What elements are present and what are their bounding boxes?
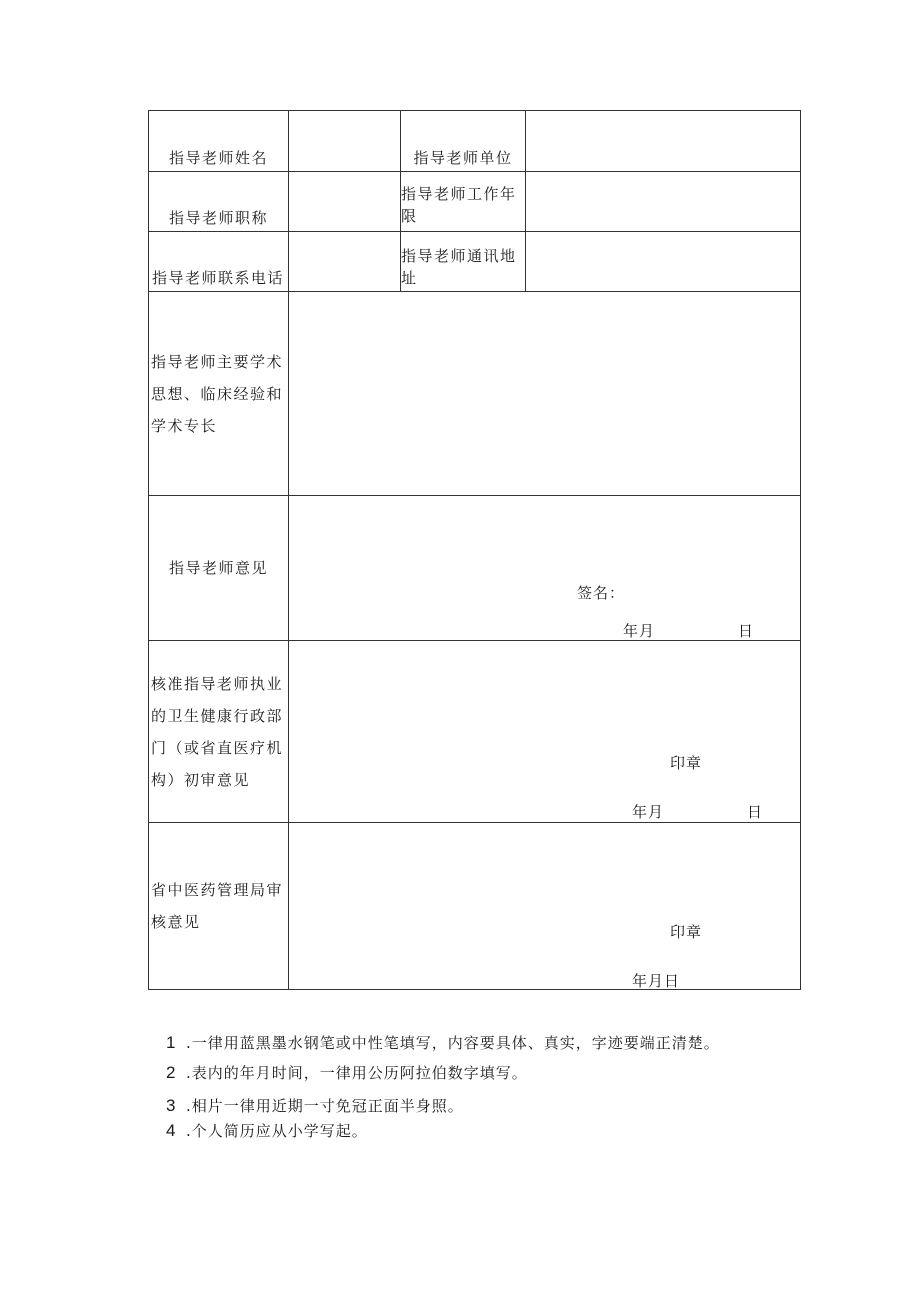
- provincial-review-label: 省中医药管理局审核意见: [151, 881, 284, 931]
- advisor-address-input[interactable]: [526, 232, 800, 291]
- health-dept-review-input[interactable]: [289, 641, 800, 822]
- note-item: 1 .一律用蓝黑墨水钢笔或中性笔填写，内容要具体、真实，字迹要端正清楚。: [166, 1033, 720, 1052]
- note-item: 2 .表内的年月时间，一律用公历阿拉伯数字填写。: [166, 1063, 528, 1082]
- advisor-form-table: [148, 110, 801, 990]
- advisor-phone-input[interactable]: [289, 232, 400, 291]
- advisor-unit-input[interactable]: [526, 111, 800, 171]
- health-dept-date-day: 日: [747, 803, 764, 821]
- provincial-seal-label: 印章: [670, 923, 703, 941]
- note-item: 4 .个人简历应从小学写起。: [166, 1121, 368, 1140]
- provincial-review-input[interactable]: [289, 823, 800, 989]
- health-dept-seal-label: 印章: [670, 754, 703, 772]
- health-dept-review-label: 核准指导老师执业的卫生健康行政部门（或省直医疗机构）初审意见: [151, 674, 284, 789]
- advisor-expertise-input[interactable]: [289, 292, 800, 495]
- provincial-date: 年月日: [632, 972, 681, 990]
- advisor-address-label: 指导老师通讯地址: [401, 247, 517, 287]
- notes-list: [166, 1028, 720, 1146]
- advisor-opinion-input[interactable]: [289, 496, 800, 640]
- signature-label: 签名：: [577, 584, 626, 602]
- advisor-title-label: 指导老师职称: [168, 209, 268, 227]
- opinion-date-day: 日: [738, 622, 755, 640]
- health-dept-date-year-month: 年月: [632, 803, 665, 821]
- advisor-phone-label: 指导老师联系电话: [152, 269, 285, 287]
- advisor-unit-label: 指导老师单位: [413, 149, 513, 167]
- advisor-years-input[interactable]: [526, 172, 800, 231]
- advisor-title-input[interactable]: [289, 172, 400, 231]
- advisor-opinion-label: 指导老师意见: [168, 559, 268, 577]
- advisor-name-label: 指导老师姓名: [168, 149, 268, 167]
- advisor-name-input[interactable]: [289, 111, 400, 171]
- advisor-years-label: 指导老师工作年限: [401, 185, 517, 225]
- opinion-date-year-month: 年月: [623, 622, 656, 640]
- advisor-expertise-label: 指导老师主要学术思想、临床经验和学术专长: [151, 352, 284, 435]
- note-item: 3 .相片一律用近期一寸免冠正面半身照。: [166, 1096, 464, 1115]
